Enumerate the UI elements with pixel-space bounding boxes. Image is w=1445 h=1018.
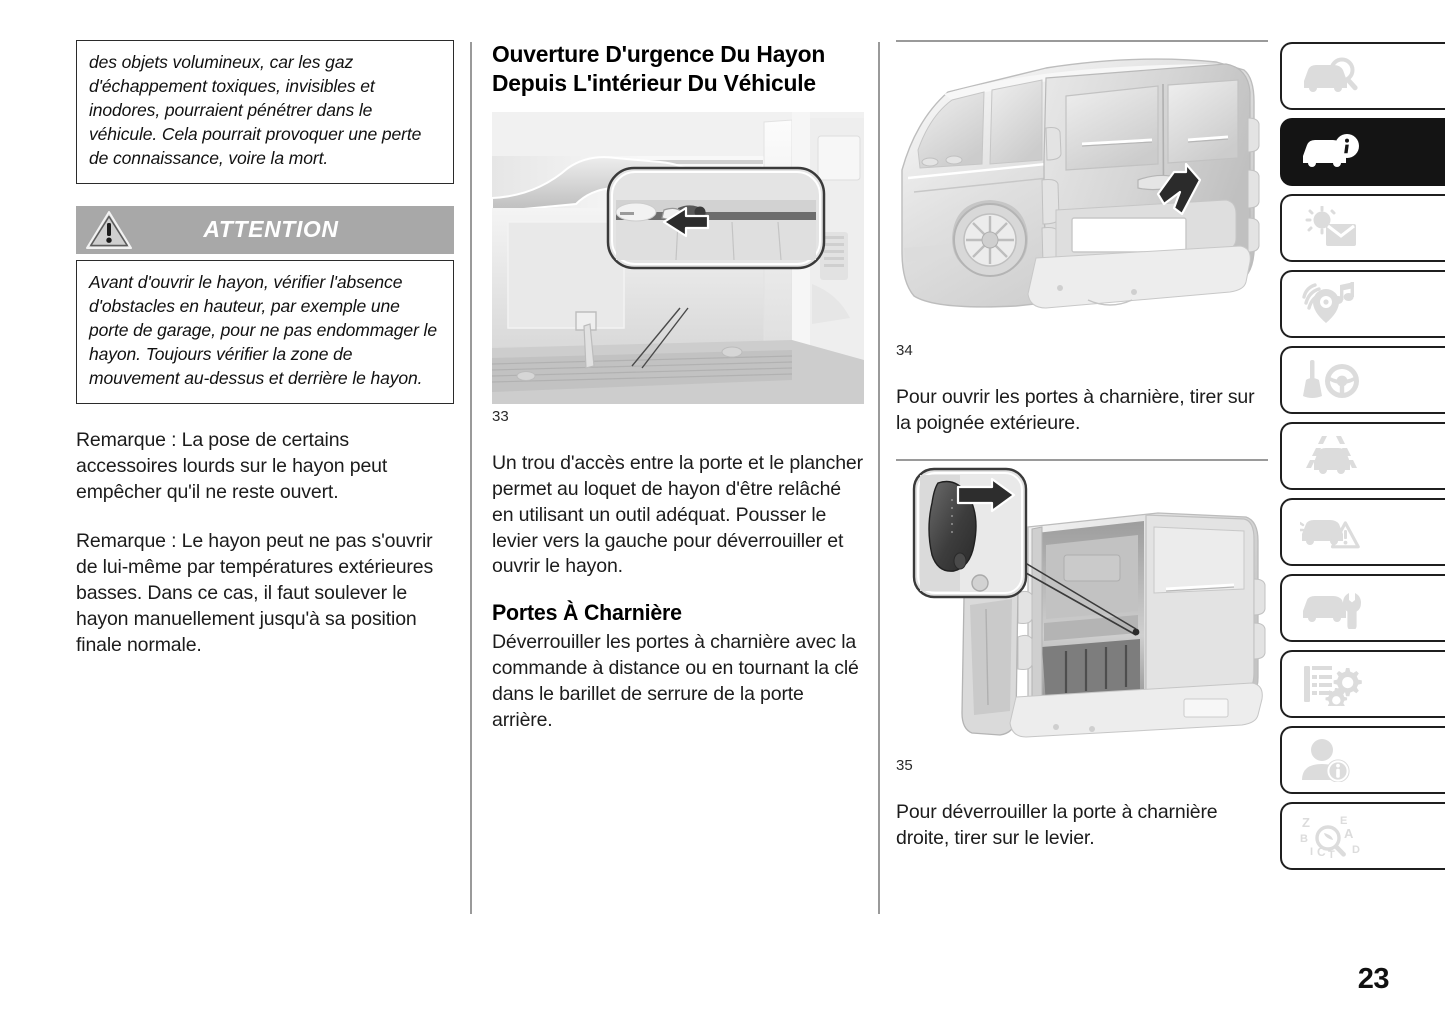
figure-33 [492, 112, 864, 425]
technical-data-tab[interactable] [1280, 650, 1445, 718]
emergency-opening-paragraph: Un trou d'accès entre la porte et le plancher permet au loquet de hayon d'être relâché en utilisant un outil adéquat. Pousser le levier vers la gauche pour déverrouiller et ouvrir le hayon. [492, 451, 863, 578]
right-column [896, 40, 1268, 852]
gearshift-steering-icon [1300, 358, 1362, 402]
warning-continued-box [76, 40, 454, 184]
hinged-doors-paragraph: Déverrouiller les portes à charnière avec la commande à distance ou en tournant la clé dans le barillet de serrure de la porte arrière. [492, 631, 859, 732]
page-number: 23 [1357, 963, 1389, 995]
middle-column [492, 40, 864, 734]
left-column [76, 40, 454, 659]
car-info-icon [1300, 131, 1362, 173]
comfort-tab[interactable] [1280, 194, 1445, 262]
section-tabs [1280, 42, 1445, 878]
driving-tab[interactable] [1280, 346, 1445, 414]
maintenance-tab[interactable] [1280, 574, 1445, 642]
index-tab[interactable] [1280, 802, 1445, 870]
navigation-audio-icon [1300, 281, 1362, 327]
car-wrench-icon [1300, 587, 1362, 629]
svg-text:Z: Z [1302, 815, 1310, 830]
figure-34-number: 34 [896, 342, 913, 359]
figure-35-image [896, 461, 1268, 753]
attention-label: ATTENTION [203, 216, 339, 243]
svg-text:I: I [1310, 846, 1314, 858]
alphabetical-index-icon [1300, 813, 1372, 859]
figure-34 [896, 40, 1268, 359]
attention-banner [76, 206, 454, 254]
column-divider-1 [470, 42, 472, 914]
svg-text:A: A [1344, 826, 1354, 841]
lane-assist-icon [1300, 434, 1362, 478]
svg-text:B: B [1300, 833, 1308, 845]
svg-text:C: C [1317, 845, 1326, 859]
emergency-tab[interactable] [1280, 498, 1445, 566]
figure-33-number: 33 [492, 407, 509, 425]
svg-text:T: T [1328, 849, 1335, 859]
warning-continued-text: des objets volumineux, car les gaz d'échappement toxiques, invisibles et inodores, pourraient pénétrer dans le véhicule. Cela pourrait provoquer une perte de connaissance, voire la mort. [89, 52, 422, 168]
open-hinged-doors-paragraph: Pour ouvrir les portes à charnière, tirer sur la poignée extérieure. [896, 386, 1255, 434]
driver-assistance-tab[interactable] [1280, 422, 1445, 490]
tailgate-warning-box [76, 260, 454, 404]
car-warning-triangle-icon [1300, 510, 1362, 554]
climate-mail-icon [1300, 206, 1362, 250]
svg-text:E: E [1340, 815, 1348, 827]
remark-1: Remarque : La pose de certains accessoires lourds sur le hayon peut empêcher qu'il ne reste ouvert. [76, 428, 388, 503]
warning-triangle-icon [82, 208, 136, 252]
figure-34-image [896, 42, 1268, 338]
vehicle-info-tab[interactable] [1280, 118, 1445, 186]
infotainment-tab[interactable] [1280, 270, 1445, 338]
car-search-icon [1300, 55, 1362, 97]
remark-2: Remarque : Le hayon peut ne pas s'ouvrir de lui-même par températures extérieures basses. Dans ce cas, il faut soulever le hayon manuellement jusqu'à sa position finale normale. [76, 530, 434, 657]
column-divider-2 [878, 42, 880, 914]
tailgate-warning-text: Avant d'ouvrir le hayon, vérifier l'absence d'obstacles en hauteur, par exemple une porte de garage, pour ne pas endommager le hayon. Toujours vérifier la zone de mouvement au-dessus et derrière le hayon. [89, 271, 437, 388]
svg-text:D: D [1352, 844, 1360, 856]
customer-info-tab[interactable] [1280, 726, 1445, 794]
section-heading: Ouverture D'urgence Du Hayon Depuis L'intérieur Du Véhicule [492, 41, 826, 96]
hinged-doors-heading: Portes À Charnière [492, 600, 682, 626]
figure-33-image [492, 112, 864, 404]
person-info-icon [1300, 738, 1362, 782]
figure-35 [896, 459, 1268, 774]
quick-reference-tab[interactable] [1280, 42, 1445, 110]
figure-35-number: 35 [896, 756, 913, 774]
specifications-gears-icon [1300, 662, 1362, 706]
unlock-right-door-paragraph: Pour déverrouiller la porte à charnière droite, tirer sur le levier. [896, 800, 1218, 849]
